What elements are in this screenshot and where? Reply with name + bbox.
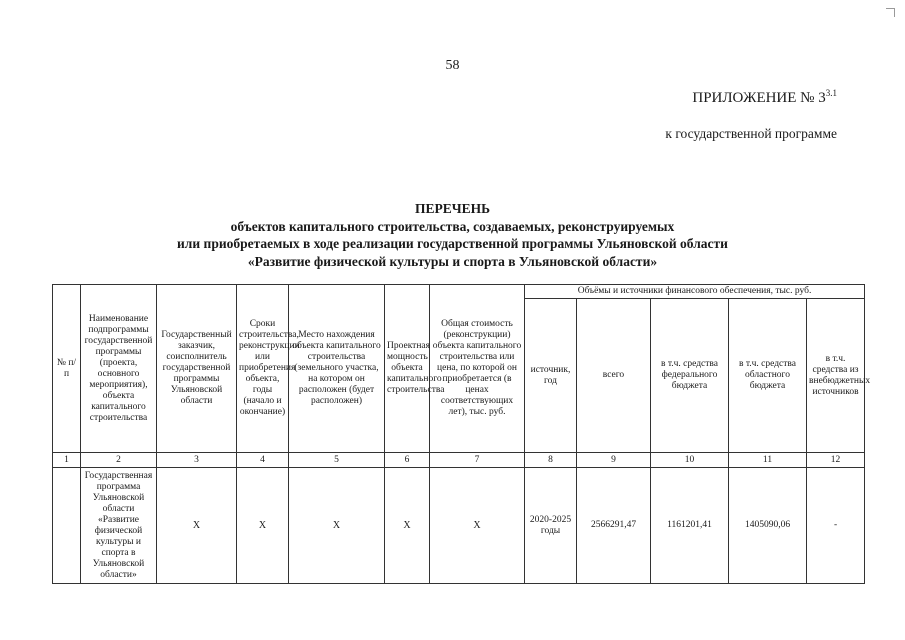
column-number: 8 <box>525 453 577 468</box>
row-name: Государственная программа Ульяновской области «Развитие физической культуры и спорта в Ульяновской области» <box>81 468 157 584</box>
header-name: Наименование подпрограммы государственной программы (проекта, основного мероприятия), объекта капитального строительства <box>81 285 157 453</box>
page-number: 58 <box>445 58 460 73</box>
title-line-4: «Развитие физической культуры и спорта в Ульяновской области» <box>247 253 658 269</box>
corner-mark <box>886 8 895 17</box>
header-source-year: источник, год <box>525 299 577 453</box>
objects-table <box>52 284 871 584</box>
header-financing-group: Объёмы и источники финансового обеспечения, тыс. руб. <box>525 285 865 299</box>
appendix-subtitle: к государственной программе <box>665 126 837 141</box>
title-line-1: ПЕРЕЧЕНЬ <box>414 201 491 216</box>
row-total: 2566291,47 <box>577 468 651 584</box>
row-location: Х <box>289 468 385 584</box>
column-numbers-row <box>53 453 865 468</box>
column-number: 10 <box>651 453 729 468</box>
header-customer: Государственный заказчик, соисполнитель государственной программы Ульяновской области <box>157 285 237 453</box>
column-number: 5 <box>289 453 385 468</box>
column-number: 7 <box>430 453 525 468</box>
header-cost: Общая стоимость (реконструкции) объекта капитального строительства или цена, по которой он приобретается (в ценах соответствующих лет), тыс. руб. <box>430 285 525 453</box>
document-title <box>0 200 905 270</box>
column-number: 4 <box>237 453 289 468</box>
row-extrabudget: - <box>807 468 865 584</box>
header-total: всего <box>577 299 651 453</box>
column-number: 1 <box>53 453 81 468</box>
row-customer: Х <box>157 468 237 584</box>
row-cost: Х <box>430 468 525 584</box>
column-number: 9 <box>577 453 651 468</box>
title-line-3: или приобретаемых в ходе реализации государственной программы Ульяновской области <box>177 236 728 251</box>
appendix-label-text: ПРИЛОЖЕНИЕ № 3 <box>692 90 826 106</box>
row-num <box>53 468 81 584</box>
row-regional: 1405090,06 <box>729 468 807 584</box>
header-num: № п/п <box>53 285 81 453</box>
title-line-2: объектов капитального строительства, создаваемых, реконструируемых <box>230 218 675 234</box>
column-number: 12 <box>807 453 865 468</box>
header-capacity: Проектная мощность объекта капитального строительства <box>385 285 430 453</box>
row-terms: Х <box>237 468 289 584</box>
header-terms: Сроки строительства, реконструкции или приобретения объекта, годы (начало и окончание) <box>237 285 289 453</box>
row-capacity: Х <box>385 468 430 584</box>
appendix-label <box>692 88 837 107</box>
row-source-year: 2020-2025 годы <box>525 468 577 584</box>
column-number: 11 <box>729 453 807 468</box>
header-federal: в т.ч. средства федерального бюджета <box>651 299 729 453</box>
header-regional: в т.ч. средства областного бюджета <box>729 299 807 453</box>
column-number: 3 <box>157 453 237 468</box>
header-location: Место нахождения объекта капитального строительства (земельного участка, на котором он расположен (будет расположен) <box>289 285 385 453</box>
column-number: 2 <box>81 453 157 468</box>
appendix-superscript: 3.1 <box>825 88 837 98</box>
column-number: 6 <box>385 453 430 468</box>
header-extrabudget: в т.ч. средства из внебюджетных источников <box>807 299 865 453</box>
row-federal: 1161201,41 <box>651 468 729 584</box>
table-row <box>53 468 865 584</box>
